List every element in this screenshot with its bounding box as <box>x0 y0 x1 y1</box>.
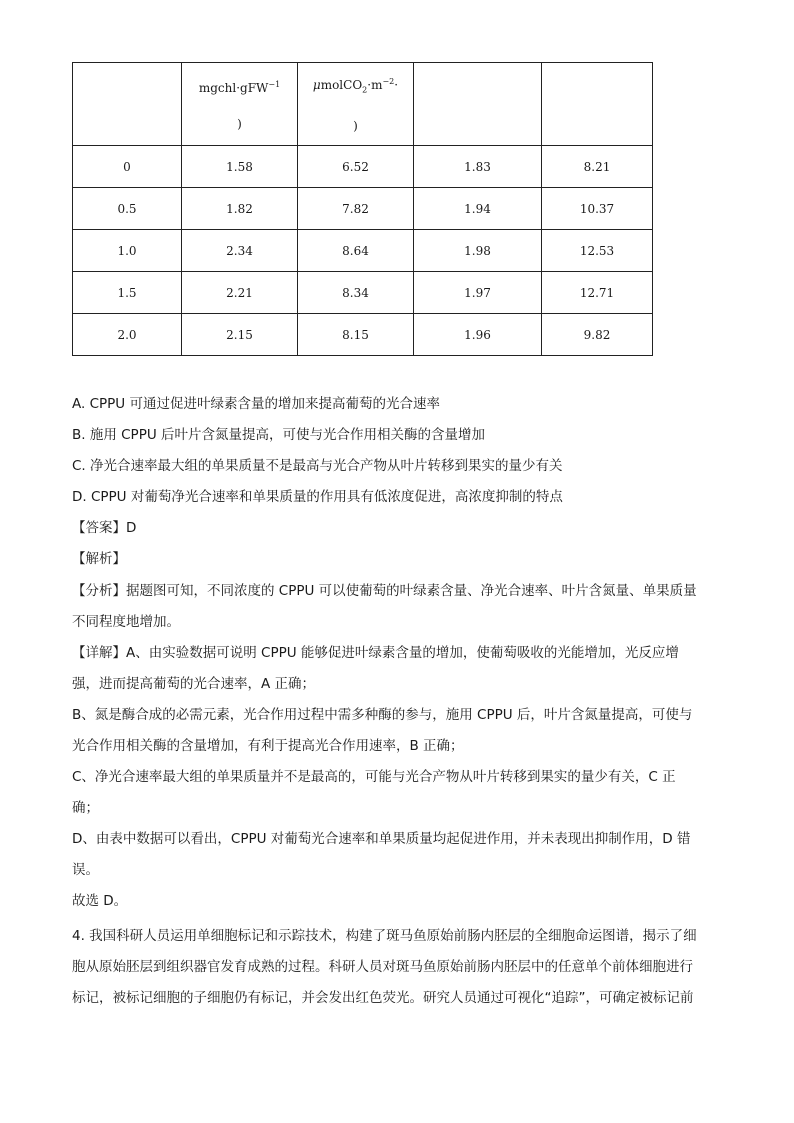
explain-c-line-1: C、净光合速率最大组的单果质量并不是最高的，可能与光合产物从叶片转移到果实的量少有关，C 正 <box>72 769 676 785</box>
table-cell: 2.0 <box>73 314 182 356</box>
table-cell: 8.21 <box>542 146 653 188</box>
table-cell: 1.58 <box>182 146 298 188</box>
xiangjie-line-1: 【详解】A、由实验数据可说明 CPPU 能够促进叶绿素含量的增加，使葡萄吸收的光能增加，光反应增 <box>72 645 679 661</box>
unit-text: molCO <box>320 77 363 92</box>
table-cell: 1.83 <box>414 146 542 188</box>
unit-sup: −1 <box>268 79 281 89</box>
header-cell-empty <box>542 63 653 146</box>
table-cell: 2.15 <box>182 314 298 356</box>
table-row <box>73 146 653 188</box>
option-c: C. 净光合速率最大组的单果质量不是最高与光合产物从叶片转移到果实的量少有关 <box>72 458 563 474</box>
table-row <box>73 230 653 272</box>
question-4-line-3: 标记，被标记细胞的子细胞仍有标记，并会发出红色荧光。研究人员通过可视化“追踪”，可确定被标记前 <box>72 990 694 1006</box>
fenxi-line-2: 不同程度地增加。 <box>72 614 180 630</box>
unit-sub: 2 <box>362 85 368 95</box>
table-cell: 1.82 <box>182 188 298 230</box>
table-cell: 12.71 <box>542 272 653 314</box>
explain-b-line-2: 光合作用相关酶的含量增加，有利于提高光合作用速率，B 正确； <box>72 738 464 754</box>
unit-sup: −2 <box>382 76 395 86</box>
table-cell: 7.82 <box>298 188 414 230</box>
table-cell: 1.96 <box>414 314 542 356</box>
data-table <box>72 62 653 356</box>
unit-text: mgchl·gFW <box>198 80 269 95</box>
table-row <box>73 314 653 356</box>
unit-mu: μ <box>312 77 321 92</box>
choose-line: 故选 D。 <box>72 893 128 909</box>
table-cell: 1.5 <box>73 272 182 314</box>
table-cell: 1.94 <box>414 188 542 230</box>
answer-line: 【答案】D <box>72 520 137 536</box>
table-cell: 6.52 <box>298 146 414 188</box>
question-4-line-1: 4. 我国科研人员运用单细胞标记和示踪技术，构建了斑马鱼原始前肠内胚层的全细胞命运图谱，揭示了细 <box>72 928 697 944</box>
table-cell: 8.15 <box>298 314 414 356</box>
option-d: D. CPPU 对葡萄净光合速率和单果质量的作用具有低浓度促进，高浓度抑制的特点 <box>72 489 563 505</box>
table-cell: 2.34 <box>182 230 298 272</box>
explain-d-line-2: 误。 <box>72 862 99 878</box>
explain-d-line-1: D、由表中数据可以看出，CPPU 对葡萄光合速率和单果质量均起促进作用，并未表现出抑制作用，D 错 <box>72 831 691 847</box>
xiangjie-line-2: 强，进而提高葡萄的光合速率，A 正确； <box>72 676 316 692</box>
unit-text: ·m <box>367 77 383 92</box>
table-cell: 0 <box>73 146 182 188</box>
option-b: B. 施用 CPPU 后叶片含氮量提高，可使与光合作用相关酶的含量增加 <box>72 427 486 443</box>
table-cell: 2.21 <box>182 272 298 314</box>
table-cell: 1.0 <box>73 230 182 272</box>
table-row <box>73 188 653 230</box>
table-cell: 8.34 <box>298 272 414 314</box>
header-cell-empty <box>414 63 542 146</box>
table-cell: 9.82 <box>542 314 653 356</box>
unit-close-paren: ) <box>237 116 242 131</box>
unit-close-paren: ) <box>353 119 358 134</box>
table-cell: 12.53 <box>542 230 653 272</box>
header-cell-empty <box>73 63 182 146</box>
explain-c-line-2: 确； <box>72 800 99 816</box>
explain-b-line-1: B、氮是酶合成的必需元素，光合作用过程中需多种酶的参与，施用 CPPU 后，叶片含氮量提高，可使与 <box>72 707 693 723</box>
table-cell: 1.97 <box>414 272 542 314</box>
table-row <box>73 272 653 314</box>
header-cell-photosynthesis-unit <box>298 63 414 146</box>
table-cell: 0.5 <box>73 188 182 230</box>
question-4-line-2: 胞从原始胚层到组织器官发育成熟的过程。科研人员对斑马鱼原始前肠内胚层中的任意单个前体细胞进行 <box>72 959 693 975</box>
table-header-row <box>73 63 653 146</box>
header-cell-chlorophyll-unit <box>182 63 298 146</box>
fenxi-line-1: 【分析】据题图可知，不同浓度的 CPPU 可以使葡萄的叶绿素含量、净光合速率、叶片含氮量、单果质量 <box>72 583 697 599</box>
table-cell: 10.37 <box>542 188 653 230</box>
unit-text: · <box>394 77 399 92</box>
table-cell: 8.64 <box>298 230 414 272</box>
table-cell: 1.98 <box>414 230 542 272</box>
option-a: A. CPPU 可通过促进叶绿素含量的增加来提高葡萄的光合速率 <box>72 396 440 412</box>
analysis-label: 【解析】 <box>72 551 126 567</box>
